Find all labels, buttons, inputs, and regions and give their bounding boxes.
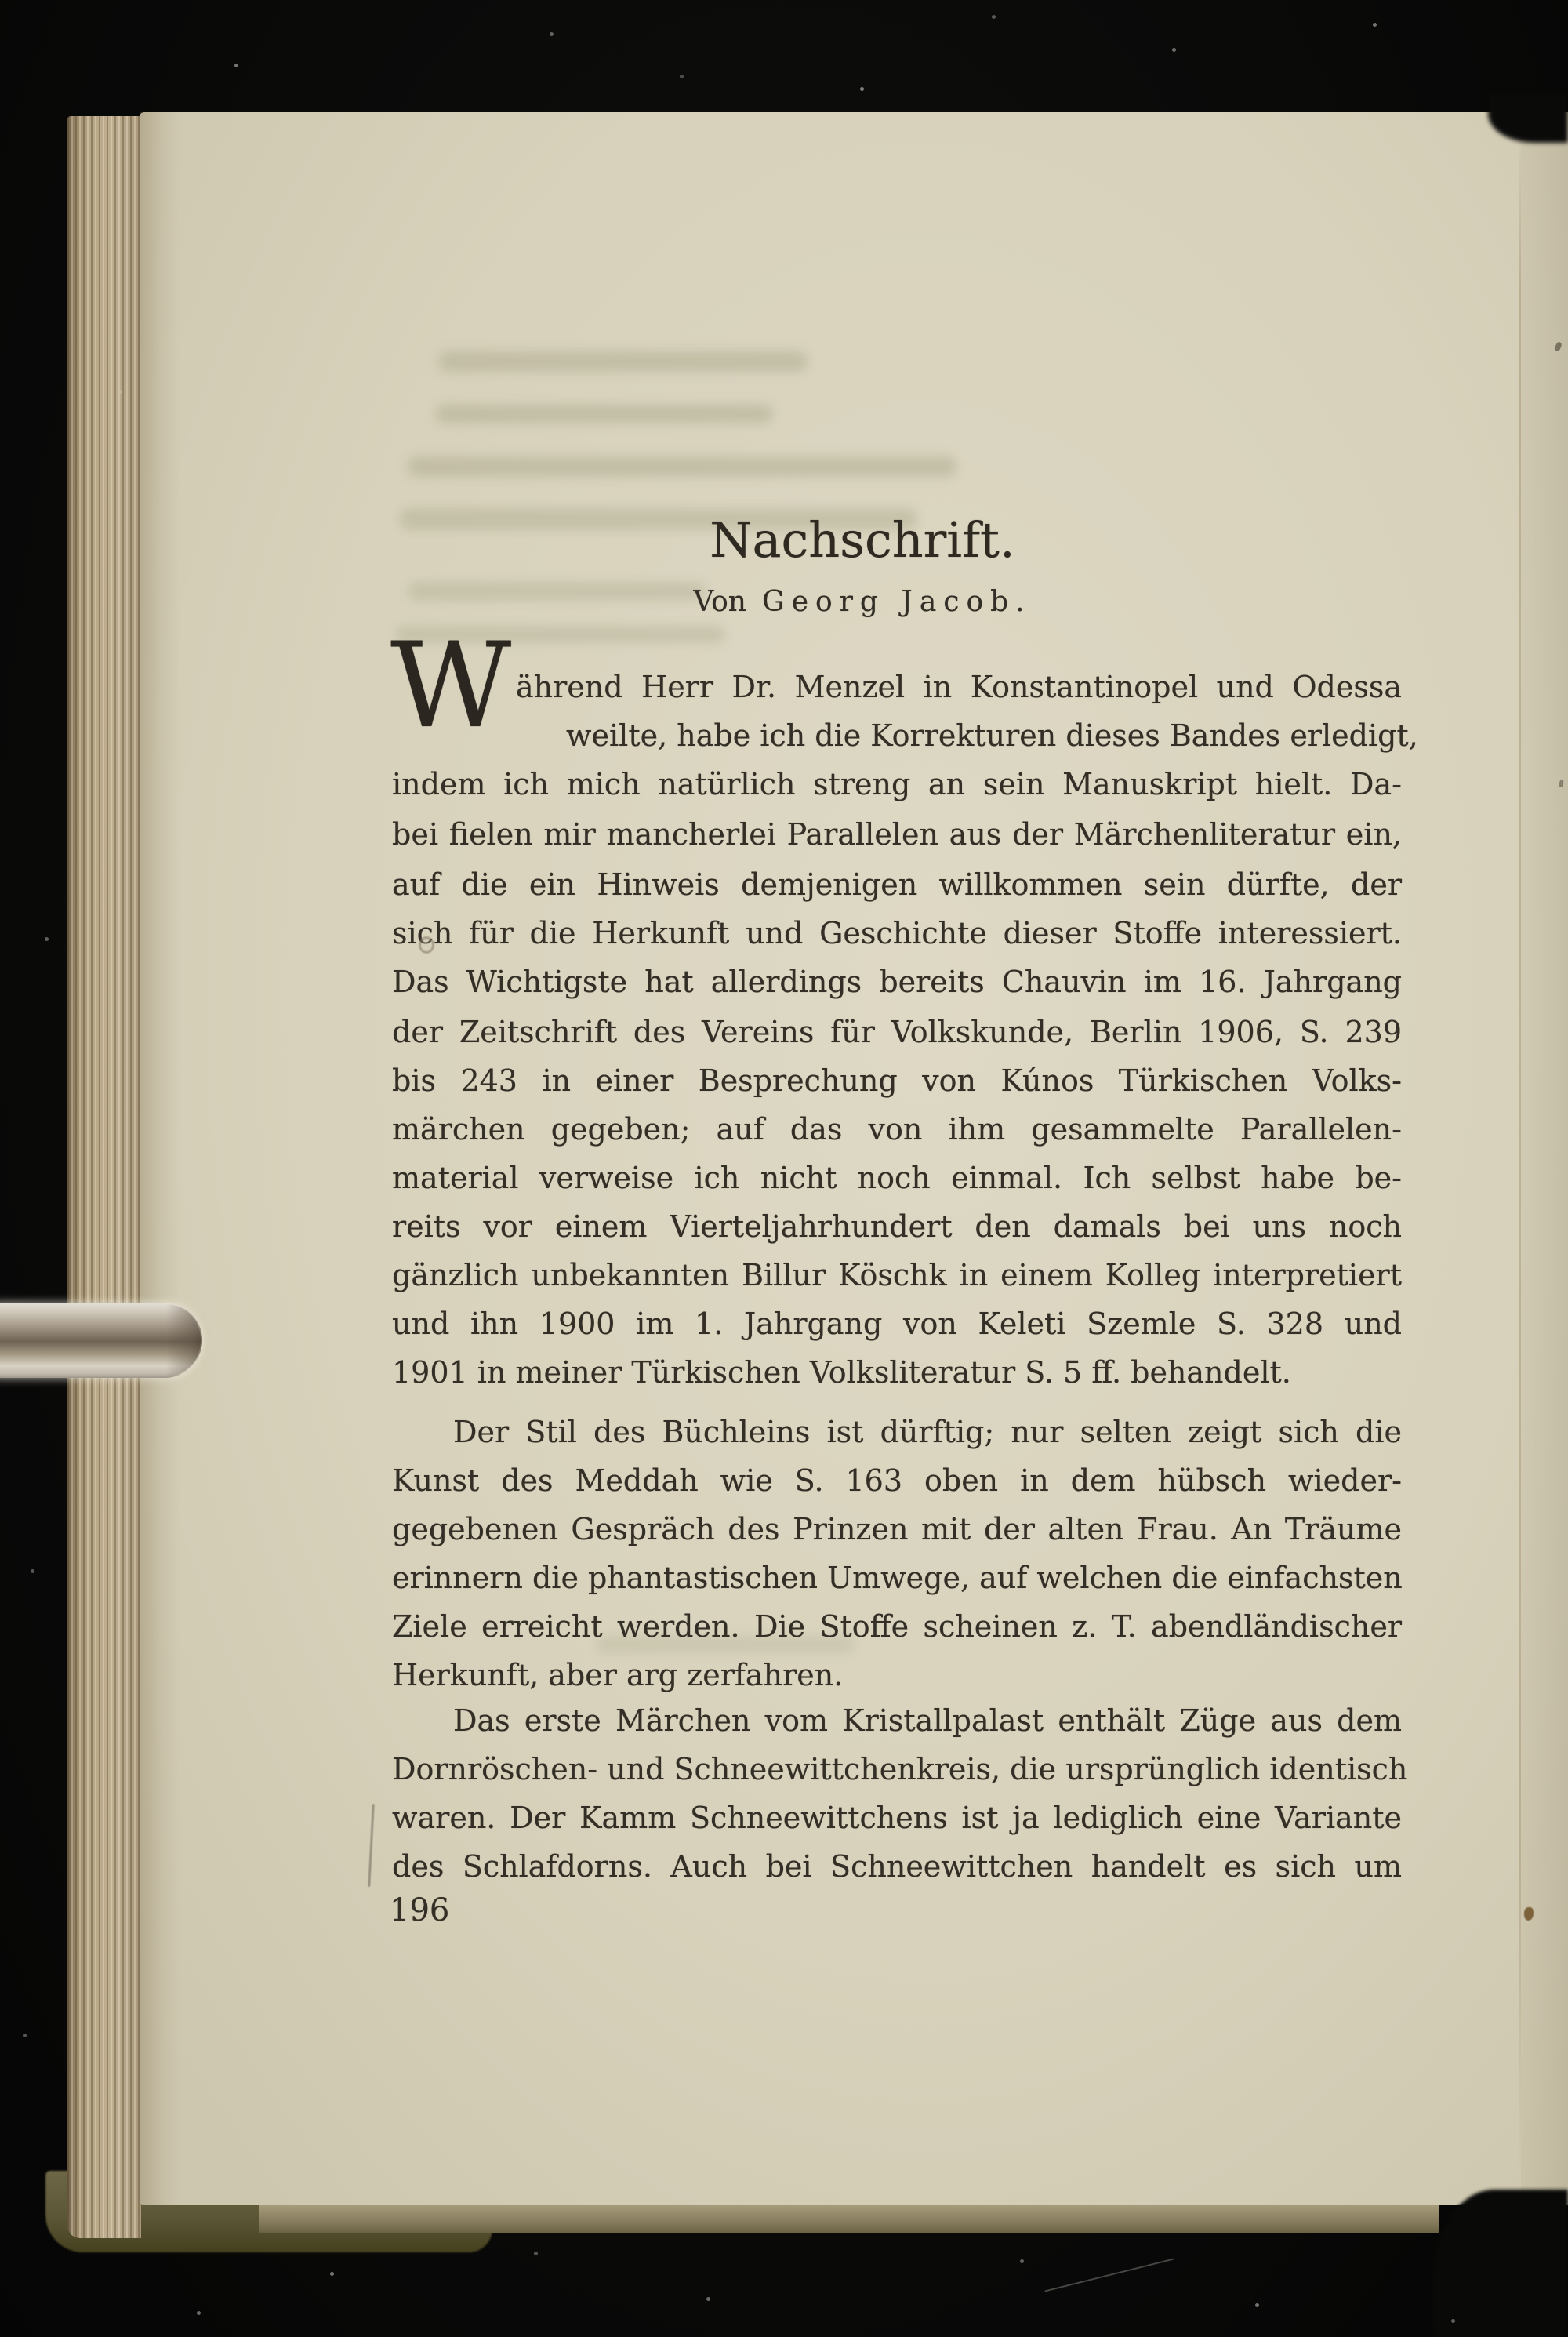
page-right-edge-shade (1521, 112, 1568, 2205)
text-line: material verweise ich nicht noch einmal. Ich selbst habe be- (392, 1161, 1402, 1195)
drop-cap: W (390, 618, 512, 754)
text-line: Dornröschen- und Schneewittchenkreis, die ursprünglich identisch (392, 1752, 1408, 1786)
text-line: Das Wichtigste hat allerdings bereits Chauvin im 16. Jahrgang (392, 965, 1402, 999)
page-number: 196 (390, 1892, 450, 1928)
text-line: Kunst des Meddah wie S. 163 oben in dem hübsch wieder- (392, 1463, 1402, 1498)
dust-fiber (1044, 2258, 1174, 2292)
text-line: bei fielen mir mancherlei Parallelen aus der Märchenliteratur ein, (392, 817, 1402, 852)
text-line: erinnern die phantastischen Umwege, auf welchen die einfachsten (392, 1561, 1403, 1595)
text-line: waren. Der Kamm Schneewittchens ist ja lediglich eine Variante (392, 1801, 1402, 1835)
book-cover-bottom-edge (259, 2204, 1439, 2233)
text-line: weilte, habe ich die Korrekturen dieses Bandes erledigt, (566, 718, 1418, 753)
background-shadow-corner (1432, 2190, 1568, 2337)
chapter-title: Nachschrift. (710, 511, 1015, 569)
text-line: der Zeitschrift des Vereins für Volkskunde, Berlin 1906, S. 239 (392, 1015, 1402, 1049)
text-line: auf die ein Hinweis demjenigen willkommen sein dürfte, der (392, 867, 1402, 902)
text-line: gänzlich unbekannten Billur Köschk in einem Kolleg interpretiert (392, 1258, 1402, 1292)
byline-author: Georg Jacob. (761, 586, 1032, 618)
text-line: 1901 in meiner Türkischen Volksliteratur S. 5 ff. behandelt. (392, 1355, 1291, 1390)
text-line: Ziele erreicht werden. Die Stoffe scheinen z. T. abendländischer (392, 1609, 1402, 1644)
bleedthrough-ghost-line (436, 405, 773, 423)
text-line: ährend Herr Dr. Menzel in Konstantinopel und Odessa (516, 670, 1402, 704)
text-line: märchen gegeben; auf das von ihm gesammelte Parallelen- (392, 1112, 1402, 1147)
bleedthrough-ghost-line (439, 351, 808, 372)
text-line: indem ich mich natürlich streng an sein Manuskript hielt. Da- (392, 767, 1402, 801)
byline (329, 583, 1396, 623)
bleedthrough-ghost-line (408, 456, 956, 477)
book-fore-edge-pages (67, 116, 141, 2238)
text-line: Der Stil des Büchleins ist dürftig; nur selten zeigt sich die (453, 1415, 1402, 1449)
dust-speck-layer (0, 0, 2, 2)
text-line: gegebenen Gespräch des Prinzen mit der alten Frau. An Träume (392, 1512, 1402, 1546)
byline-prefix: Von (693, 586, 746, 618)
text-line: bis 243 in einer Besprechung von Kúnos Türkischen Volks- (392, 1063, 1402, 1098)
text-line: des Schlafdorns. Auch bei Schneewittchen handelt es sich um (392, 1849, 1402, 1884)
text-line: und ihn 1900 im 1. Jahrgang von Keleti Szemle S. 328 und (392, 1307, 1402, 1341)
ink-ring-mark (419, 936, 434, 954)
text-line: Herkunft, aber arg zerfahren. (392, 1658, 844, 1692)
text-line: sich für die Herkunft und Geschichte dieser Stoffe interessiert. (392, 916, 1402, 950)
page-gutter-shadow (140, 112, 180, 2205)
text-line: reits vor einem Vierteljahrhundert den damals bei uns noch (392, 1209, 1402, 1244)
text-line: Das erste Märchen vom Kristallpalast enthält Züge aus dem (453, 1703, 1402, 1738)
